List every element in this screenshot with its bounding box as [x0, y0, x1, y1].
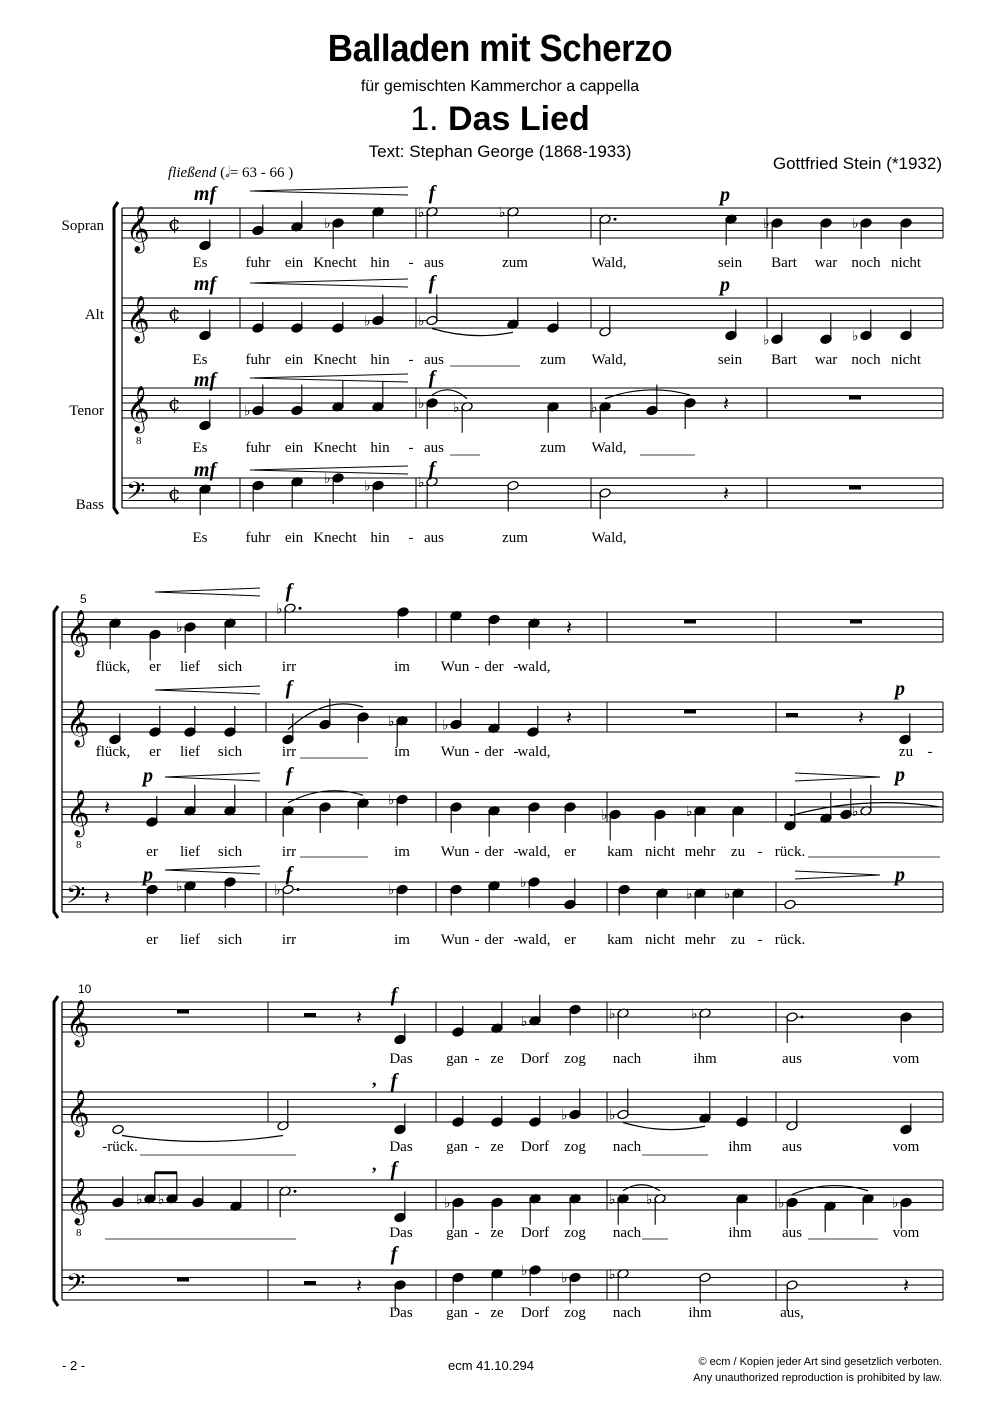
- lyric-syllable: er: [564, 932, 576, 948]
- whole-rest: [684, 710, 696, 714]
- note-head: [784, 899, 796, 910]
- octave-eight-icon: 8: [76, 839, 82, 851]
- lyric-syllable: aus: [782, 1139, 802, 1155]
- treble-clef-icon: 𝄞: [126, 206, 150, 252]
- flat-icon: ♭: [276, 601, 283, 618]
- lyric-syllable: nicht: [891, 352, 921, 368]
- dynamic-p: p: [143, 765, 153, 787]
- flat-icon: ♭: [561, 1270, 568, 1287]
- lyric-syllable: nach: [612, 1051, 642, 1067]
- lyric-syllable: Es: [192, 440, 208, 456]
- slur: [432, 390, 467, 399]
- copyright-notice: © ecm / Kopien jeder Art sind gesetzlich verboten.: [698, 1356, 942, 1368]
- lyric-syllable: Dorf: [520, 1139, 550, 1155]
- treble-clef-icon: 𝄞: [66, 700, 90, 746]
- lyric-syllable: Das: [389, 1305, 413, 1321]
- flat-icon: ♭: [176, 620, 183, 636]
- piece-subtitle: für gemischten Kammerchor a cappella: [360, 78, 640, 95]
- lyric-syllable: -: [408, 440, 414, 456]
- half-rest: [304, 1013, 316, 1017]
- dynamic-f: f: [428, 367, 436, 389]
- lyric-syllable: flück,: [95, 659, 131, 675]
- lyric-syllable: Knecht: [313, 530, 357, 546]
- slur: [122, 1136, 283, 1142]
- slur: [792, 1186, 868, 1195]
- treble-clef-icon: 𝄞: [66, 790, 90, 836]
- lyric-syllable: gan: [446, 1305, 468, 1321]
- crescendo-hairpin: [250, 279, 408, 287]
- whole-rest: [177, 1278, 189, 1282]
- flat-icon: ♭: [763, 332, 770, 349]
- flat-icon: ♭: [442, 717, 449, 734]
- lyric-syllable: zu: [730, 844, 746, 860]
- tempo-value: = 63 - 66 ): [229, 165, 294, 181]
- measure-number-10: 10: [78, 982, 92, 996]
- quarter-rest-icon: 𝄽: [566, 705, 573, 730]
- quarter-rest-icon: 𝄽: [104, 795, 111, 820]
- quarter-rest-icon: 𝄽: [356, 1005, 363, 1030]
- flat-icon: ♭: [609, 1006, 616, 1023]
- treble-clef-icon: 𝄞: [66, 610, 90, 656]
- lyric-syllable: sich: [217, 844, 243, 860]
- lyric-syllable: zum: [540, 352, 566, 368]
- lyric-syllable: aus: [424, 530, 444, 546]
- flat-icon: ♭: [852, 328, 859, 345]
- lyric-syllable: hin: [370, 255, 390, 271]
- lyric-syllable: Dorf: [520, 1305, 550, 1321]
- slur: [432, 329, 513, 336]
- lyric-syllable: vom: [892, 1225, 920, 1241]
- lyric-syllable: zog: [564, 1305, 586, 1321]
- lyric-syllable: -: [513, 932, 519, 948]
- lyric-syllable: nicht: [645, 844, 675, 860]
- lyric-syllable: ze: [490, 1305, 504, 1321]
- lyric-syllable: Dorf: [520, 1051, 550, 1067]
- lyric-syllable: fuhr: [245, 255, 271, 271]
- lyric-syllable: Es: [192, 352, 208, 368]
- whole-rest: [849, 486, 861, 490]
- lyric-syllable: -: [474, 844, 480, 860]
- flat-icon: ♭: [388, 713, 395, 730]
- lyric-syllable: nach: [612, 1139, 642, 1155]
- lyric-syllable: sein: [717, 255, 743, 271]
- dynamic-p: p: [895, 764, 905, 786]
- treble-clef-icon: 𝄞: [66, 1178, 90, 1224]
- dynamic-mf: mf: [193, 183, 217, 205]
- cut-time-icon: ¢: [168, 481, 181, 505]
- lyric-syllable: er: [564, 844, 576, 860]
- lyric-syllable: sich: [217, 744, 243, 760]
- lyric-syllable: hin: [370, 440, 390, 456]
- lyric-syllable: flück,: [95, 744, 131, 760]
- lyric-syllable: irr: [281, 744, 297, 760]
- cut-time-icon: ¢: [168, 211, 181, 235]
- lyric-syllable: sein: [717, 352, 743, 368]
- lyric-syllable: -: [927, 744, 933, 760]
- page-number: - 2 -: [62, 1358, 86, 1373]
- lyric-syllable: zu: [730, 932, 746, 948]
- flat-icon: ♭: [274, 882, 281, 899]
- flat-icon: ♭: [244, 403, 251, 420]
- lyric-syllable: mehr: [684, 932, 716, 948]
- flat-icon: ♭: [176, 878, 183, 895]
- flat-icon: ♭: [609, 1266, 616, 1283]
- lyric-syllable: aus: [424, 255, 444, 271]
- lyric-syllable: sich: [217, 659, 243, 675]
- lyric-syllable: -: [757, 932, 763, 948]
- copyright-notice-en: Any unauthorized reproduction is prohibited by law.: [693, 1372, 942, 1384]
- lyric-syllable: im: [394, 744, 410, 760]
- quarter-rest-icon: 𝄽: [723, 391, 730, 416]
- movement-name: Das Lied: [448, 100, 590, 138]
- lyric-syllable: aus: [782, 1051, 802, 1067]
- flat-icon: ♭: [521, 1013, 528, 1030]
- quarter-rest-icon: 𝄽: [566, 615, 573, 640]
- lyric-syllable: er: [146, 932, 158, 948]
- lyric-syllable: Wald,: [591, 530, 627, 546]
- treble-clef-icon: 𝄞: [66, 1000, 90, 1046]
- lyric-syllable: wald,: [517, 744, 551, 760]
- lyric-syllable: vom: [892, 1139, 920, 1155]
- lyric-syllable: ze: [490, 1139, 504, 1155]
- voice-name-alt: Alt: [84, 307, 104, 323]
- flat-icon: ♭: [136, 1191, 143, 1208]
- catalog-code: ecm 41.10.294: [448, 1358, 535, 1373]
- lyric-syllable: Wun: [440, 932, 470, 948]
- lyric-syllable: zum: [502, 255, 528, 271]
- dynamic-mf: mf: [193, 369, 217, 391]
- quarter-rest-icon: 𝄽: [903, 1273, 910, 1298]
- lyric-syllable: ein: [284, 255, 304, 271]
- lyric-syllable: -: [513, 844, 519, 860]
- text-credit: Text: Stephan George (1868-1933): [368, 142, 632, 161]
- lyric-syllable: Wun: [440, 744, 470, 760]
- dynamic-f: f: [390, 1070, 398, 1092]
- lyric-syllable: rück.: [774, 932, 806, 948]
- lyric-syllable: lief: [180, 932, 200, 948]
- lyric-syllable: fuhr: [245, 530, 271, 546]
- lyric-syllable: -: [474, 1305, 480, 1321]
- crescendo-hairpin: [250, 374, 408, 382]
- lyric-syllable: Knecht: [313, 255, 357, 271]
- lyric-syllable: irr: [281, 932, 297, 948]
- lyric-syllable: sich: [217, 932, 243, 948]
- flat-icon: ♭: [892, 1195, 899, 1212]
- lyric-syllable: irr: [281, 844, 297, 860]
- lyric-syllable: lief: [180, 659, 200, 675]
- lyric-syllable: -: [408, 352, 414, 368]
- piece-title: Balladen mit Scherzo: [327, 28, 673, 70]
- lyric-syllable: Das: [389, 1225, 413, 1241]
- lyric-syllable: Wun: [440, 659, 470, 675]
- lyric-syllable: -: [474, 744, 480, 760]
- lyric-syllable: gan: [446, 1139, 468, 1155]
- lyric-syllable: Dorf: [520, 1225, 550, 1241]
- lyric-syllable: ze: [490, 1051, 504, 1067]
- lyric-syllable: der: [484, 932, 504, 948]
- note-head: [112, 1124, 124, 1135]
- lyric-syllable: zum: [502, 530, 528, 546]
- cut-time-icon: ¢: [168, 301, 181, 325]
- lyric-syllable: gan: [446, 1225, 468, 1241]
- lyric-syllable: aus: [424, 440, 444, 456]
- lyric-syllable: noch: [851, 255, 881, 271]
- dynamic-f: f: [428, 182, 436, 204]
- flat-icon: ♭: [521, 1263, 528, 1279]
- bass-clef-icon: 𝄢: [66, 881, 86, 916]
- lyric-syllable: Knecht: [313, 352, 357, 368]
- flat-icon: ♭: [609, 1107, 616, 1124]
- octave-eight-icon: 8: [76, 1227, 82, 1239]
- dynamic-f: f: [390, 1243, 398, 1265]
- lyric-syllable: zog: [564, 1225, 586, 1241]
- crescendo-hairpin: [155, 588, 260, 596]
- dynamic-mf: mf: [193, 273, 217, 295]
- lyric-syllable: nicht: [645, 932, 675, 948]
- flat-icon: ♭: [324, 216, 331, 232]
- lyric-syllable: irr: [281, 659, 297, 675]
- tempo-open: (: [220, 165, 226, 181]
- lyric-syllable: Es: [192, 530, 208, 546]
- flat-icon: ♭: [591, 399, 598, 416]
- lyric-syllable: war: [814, 255, 838, 271]
- breath-mark-icon: ,: [372, 1154, 377, 1174]
- octave-eight-icon: 8: [136, 435, 142, 447]
- lyric-syllable: nach: [612, 1305, 642, 1321]
- lyric-syllable: aus,: [780, 1305, 804, 1321]
- crescendo-hairpin: [250, 187, 408, 195]
- quarter-rest-icon: 𝄽: [723, 481, 730, 506]
- lyric-syllable: noch: [851, 352, 881, 368]
- whole-rest: [849, 396, 861, 400]
- lyric-syllable: ein: [284, 352, 304, 368]
- lyric-syllable: Bart: [771, 255, 797, 271]
- measure-number-5: 5: [80, 592, 87, 606]
- tempo-word: fließend: [168, 165, 217, 181]
- lyric-syllable: mehr: [684, 844, 716, 860]
- flat-icon: ♭: [364, 313, 371, 330]
- dynamic-f: f: [390, 984, 398, 1006]
- lyric-syllable: wald,: [517, 844, 551, 860]
- lyric-syllable: lief: [180, 744, 200, 760]
- lyric-syllable: kam: [607, 932, 633, 948]
- lyric-syllable: gan: [446, 1051, 468, 1067]
- half-rest: [786, 713, 798, 717]
- lyric-syllable: Das: [389, 1051, 413, 1067]
- lyric-syllable: wald,: [517, 932, 551, 948]
- lyric-syllable: ihm: [728, 1225, 752, 1241]
- breath-mark-icon: ,: [372, 1069, 377, 1089]
- lyric-syllable: lief: [180, 844, 200, 860]
- flat-icon: ♭: [388, 792, 395, 809]
- flat-icon: ♭: [364, 478, 371, 495]
- flat-icon: ♭: [158, 1191, 165, 1208]
- bass-clef-icon: 𝄢: [66, 1269, 86, 1304]
- flat-icon: ♭: [418, 474, 425, 491]
- flat-icon: ♭: [601, 807, 608, 824]
- dynamic-f: f: [285, 580, 293, 602]
- dynamic-p: p: [720, 274, 730, 296]
- quarter-rest-icon: 𝄽: [104, 885, 111, 910]
- lyric-syllable: Wun: [440, 844, 470, 860]
- lyric-syllable: hin: [370, 352, 390, 368]
- lyric-syllable: zum: [540, 440, 566, 456]
- dynamic-f: f: [285, 677, 293, 699]
- lyric-syllable: der: [484, 659, 504, 675]
- dynamic-f: f: [428, 458, 436, 480]
- lyric-syllable: vom: [892, 1051, 920, 1067]
- lyric-syllable: wald,: [517, 659, 551, 675]
- lyric-syllable: Wald,: [591, 440, 627, 456]
- flat-icon: ♭: [453, 399, 460, 416]
- lyric-syllable: nach: [612, 1225, 642, 1241]
- lyric-syllable: war: [814, 352, 838, 368]
- composer-credit: Gottfried Stein (*1932): [772, 154, 942, 173]
- flat-icon: ♭: [388, 882, 395, 899]
- flat-icon: ♭: [561, 1107, 568, 1124]
- flat-icon: ♭: [499, 204, 506, 221]
- treble-clef-icon: 𝄞: [66, 1090, 90, 1136]
- flat-icon: ♭: [646, 1191, 653, 1208]
- voice-name-sopran: Sopran: [61, 218, 104, 234]
- half-rest: [304, 1281, 316, 1285]
- lyric-syllable: Wald,: [591, 352, 627, 368]
- lyric-syllable: zog: [564, 1139, 586, 1155]
- lyric-syllable: zu: [898, 744, 914, 760]
- lyric-syllable: -: [474, 659, 480, 675]
- cut-time-icon: ¢: [168, 391, 181, 415]
- lyric-syllable: -: [513, 659, 519, 675]
- whole-rest: [850, 620, 862, 624]
- flat-icon: ♭: [852, 216, 859, 232]
- lyric-syllable: im: [394, 844, 410, 860]
- lyric-syllable: ein: [284, 440, 304, 456]
- flat-icon: ♭: [418, 204, 425, 221]
- whole-rest: [177, 1010, 189, 1014]
- lyric-syllable: ihm: [728, 1139, 752, 1155]
- lyric-syllable: der: [484, 744, 504, 760]
- lyric-syllable: er: [149, 744, 161, 760]
- lyric-syllable: Wald,: [591, 255, 627, 271]
- voice-name-tenor: Tenor: [69, 403, 104, 419]
- flat-icon: ♭: [520, 875, 527, 891]
- lyric-syllable: -: [408, 255, 414, 271]
- crescendo-hairpin: [165, 866, 260, 874]
- lyric-syllable: -: [474, 932, 480, 948]
- lyric-syllable: -: [474, 1225, 480, 1241]
- flat-icon: ♭: [444, 1195, 451, 1212]
- lyric-syllable: rück.: [774, 844, 806, 860]
- lyric-syllable: der: [484, 844, 504, 860]
- system-bracket: [54, 996, 58, 1306]
- lyric-syllable: -: [474, 1139, 480, 1155]
- whole-rest: [684, 620, 696, 624]
- flat-icon: ♭: [418, 396, 425, 412]
- dynamic-f: f: [285, 863, 293, 885]
- flat-icon: ♭: [724, 886, 731, 903]
- decrescendo-hairpin: [795, 871, 880, 879]
- flat-icon: ♭: [686, 803, 693, 820]
- lyric-syllable: im: [394, 659, 410, 675]
- treble-clef-icon: 𝄞: [126, 296, 150, 342]
- crescendo-hairpin: [165, 773, 260, 781]
- dot: [801, 1016, 804, 1019]
- flat-icon: ♭: [418, 313, 425, 330]
- quarter-rest-icon: 𝄽: [356, 1273, 363, 1298]
- lyric-syllable: nicht: [891, 255, 921, 271]
- lyric-syllable: zog: [564, 1051, 586, 1067]
- system-bracket: [54, 606, 58, 918]
- dynamic-f: f: [390, 1158, 398, 1180]
- lyric-syllable: ihm: [688, 1305, 712, 1321]
- lyric-syllable: aus: [424, 352, 444, 368]
- lyric-syllable: Knecht: [313, 440, 357, 456]
- dynamic-f: f: [285, 764, 293, 786]
- treble-clef-icon: 𝄞: [126, 386, 150, 432]
- dynamic-p: p: [895, 864, 905, 886]
- lyric-syllable: fuhr: [245, 440, 271, 456]
- decrescendo-hairpin: [795, 773, 880, 781]
- dot: [297, 888, 300, 891]
- lyric-syllable: er: [149, 659, 161, 675]
- bass-clef-icon: 𝄢: [126, 477, 146, 512]
- lyric-syllable: er: [146, 844, 158, 860]
- lyric-syllable: ze: [490, 1225, 504, 1241]
- lyric-syllable: fuhr: [245, 352, 271, 368]
- slur: [623, 1123, 705, 1130]
- lyric-syllable: kam: [607, 844, 633, 860]
- lyric-syllable: ihm: [693, 1051, 717, 1067]
- lyric-syllable: Bart: [771, 352, 797, 368]
- lyric-syllable: -: [474, 1051, 480, 1067]
- lyric-syllable: hin: [370, 530, 390, 546]
- dynamic-p: p: [143, 864, 153, 886]
- flat-icon: ♭: [686, 886, 693, 903]
- flat-icon: ♭: [691, 1006, 698, 1023]
- dynamic-f: f: [428, 272, 436, 294]
- dynamic-p: p: [720, 184, 730, 206]
- flat-icon: ♭: [778, 1195, 785, 1212]
- half-note-icon: 𝅗𝅥: [225, 165, 230, 181]
- movement-number: 1.: [410, 100, 439, 138]
- dot: [299, 607, 302, 610]
- quarter-rest-icon: 𝄽: [858, 705, 865, 730]
- lyric-syllable: -rück.: [102, 1139, 138, 1155]
- lyric-syllable: ein: [284, 530, 304, 546]
- system-bracket: [114, 202, 118, 514]
- slur: [605, 390, 690, 399]
- dynamic-p: p: [895, 678, 905, 700]
- lyric-syllable: -: [513, 744, 519, 760]
- flat-icon: ♭: [852, 803, 859, 820]
- flat-icon: ♭: [609, 1191, 616, 1208]
- lyric-syllable: -: [408, 530, 414, 546]
- crescendo-hairpin: [155, 686, 260, 694]
- dot: [614, 218, 617, 221]
- dot: [294, 1190, 297, 1193]
- lyric-syllable: aus: [782, 1225, 802, 1241]
- voice-name-bass: Bass: [75, 497, 104, 513]
- lyric-syllable: -: [757, 844, 763, 860]
- flat-icon: ♭: [324, 471, 331, 487]
- lyric-syllable: Es: [192, 255, 208, 271]
- lyric-syllable: im: [394, 932, 410, 948]
- lyric-syllable: Das: [389, 1139, 413, 1155]
- dynamic-mf: mf: [193, 459, 217, 481]
- flat-icon: ♭: [763, 216, 770, 232]
